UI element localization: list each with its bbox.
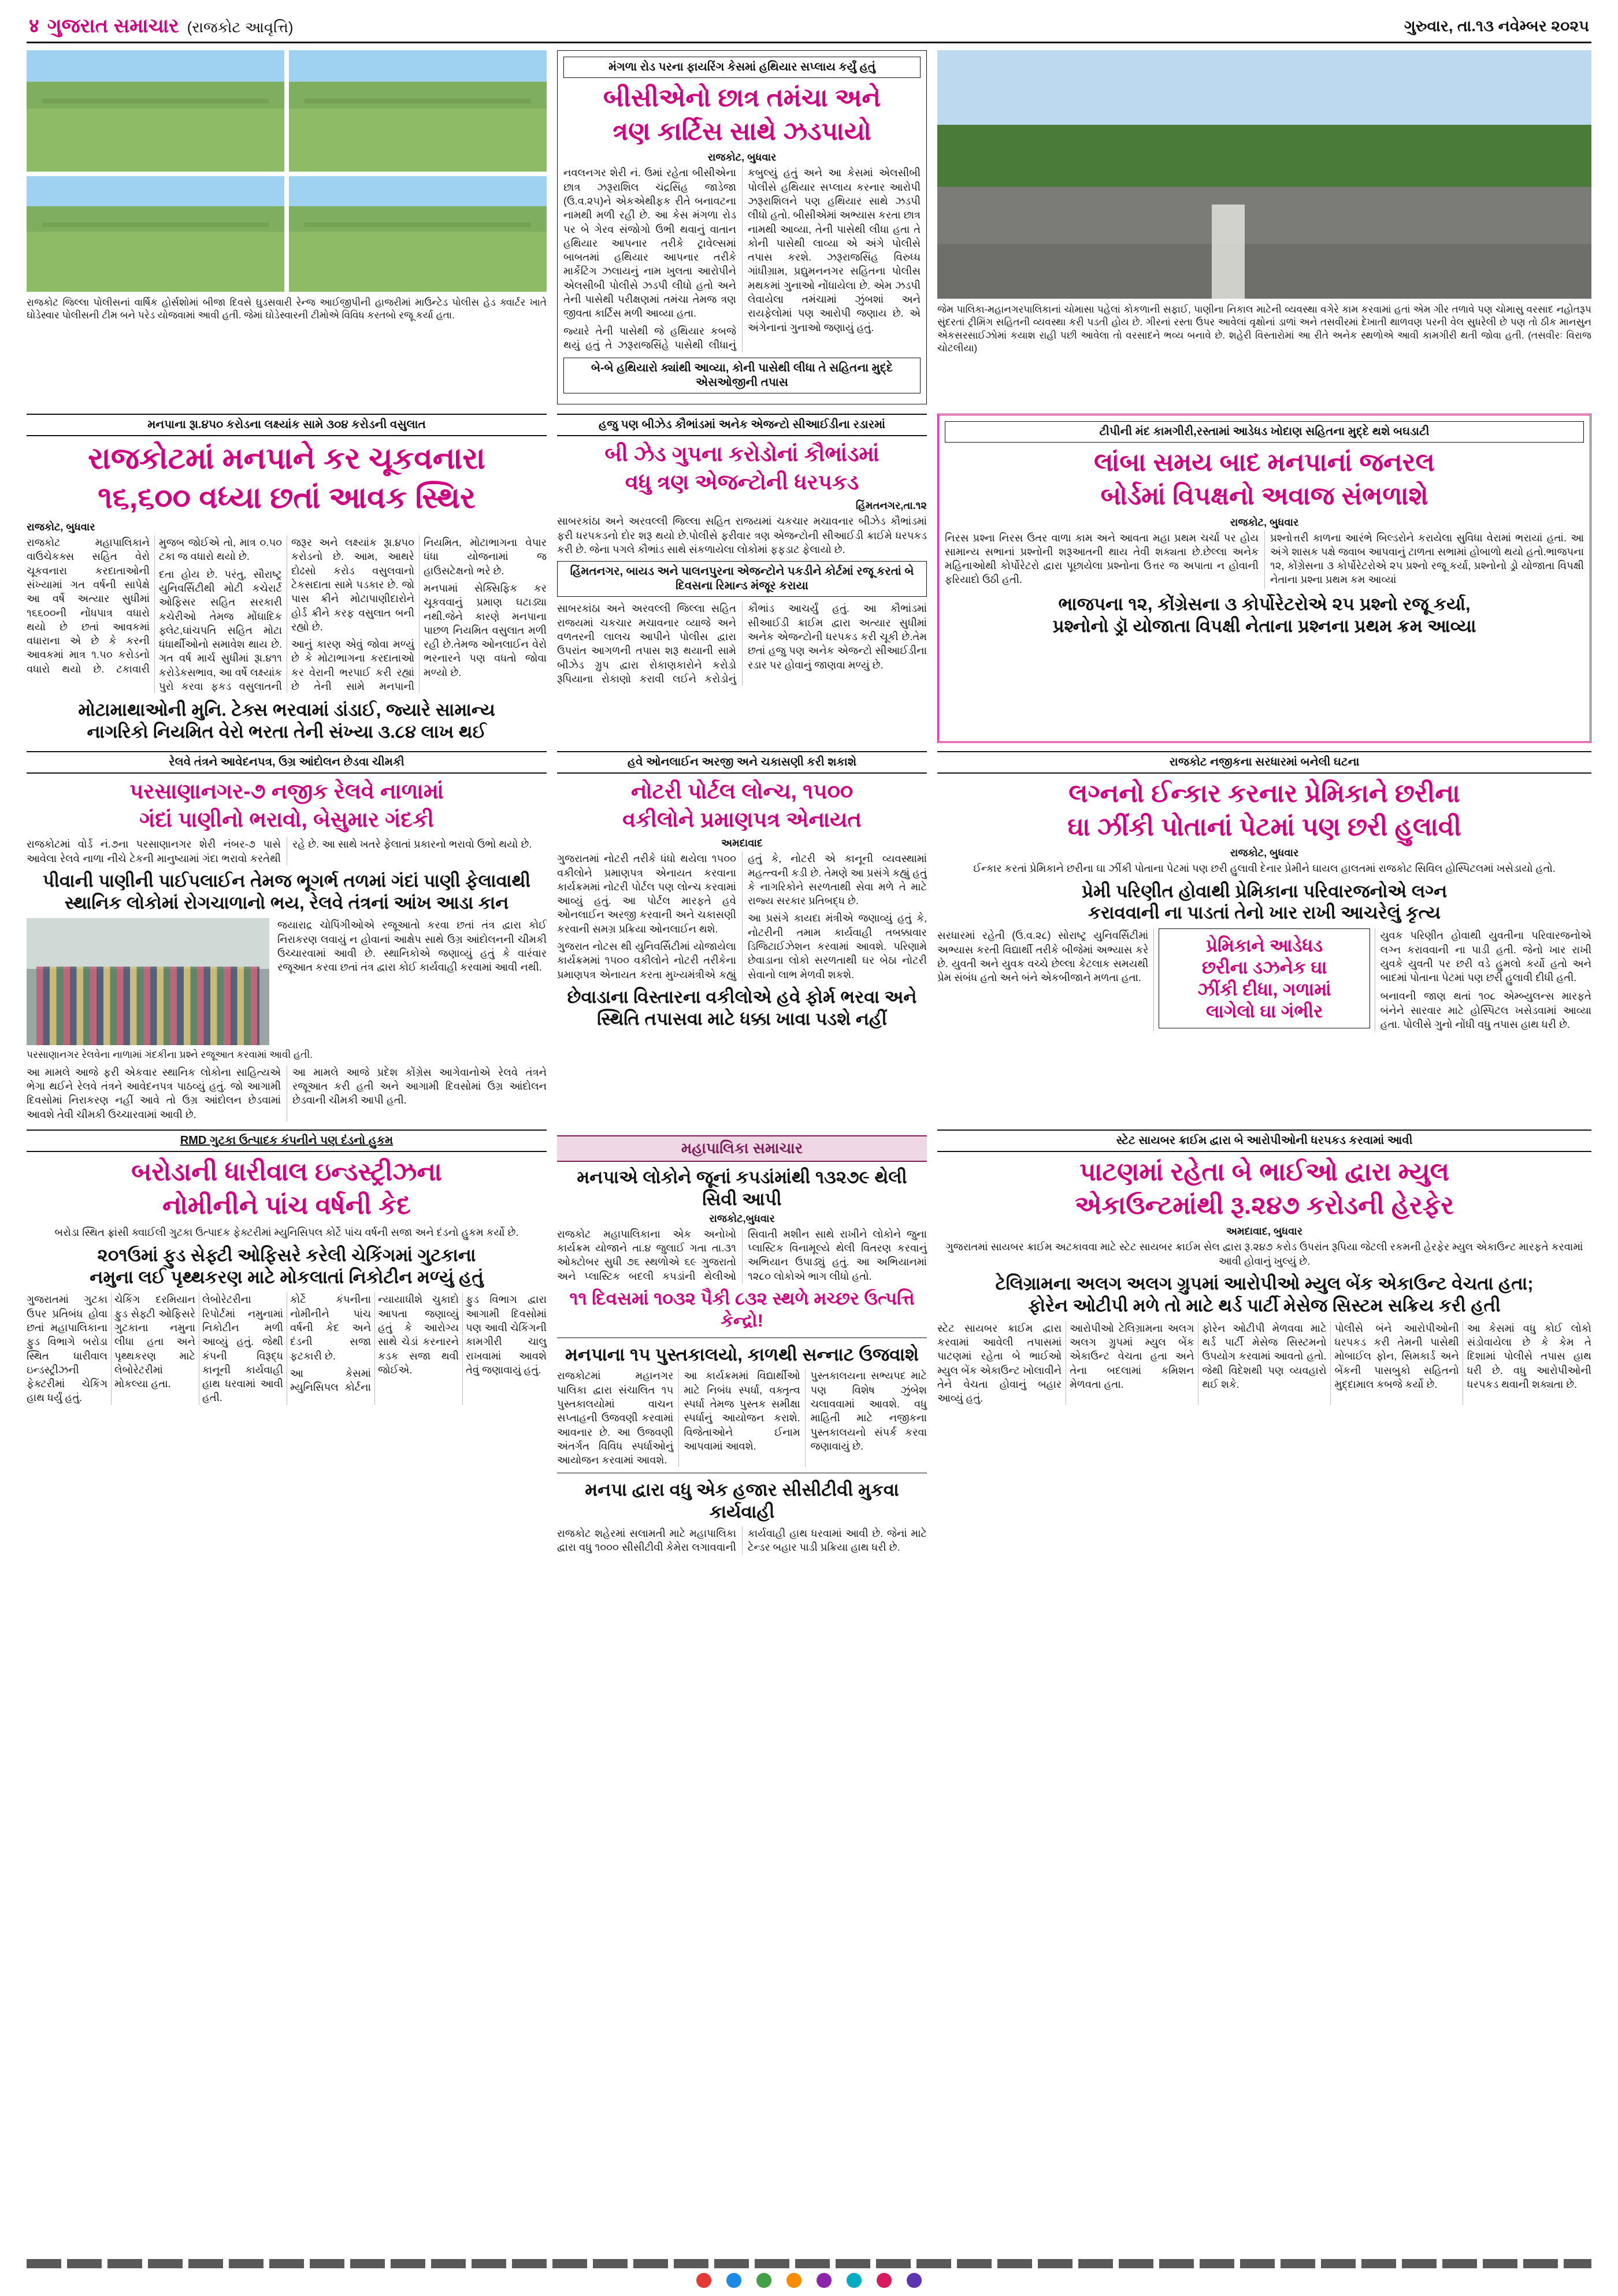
- publication-title: ગુજરાત સમાચાર: [47, 15, 179, 37]
- registration-dot: [726, 2273, 741, 2288]
- registration-dot: [696, 2273, 711, 2288]
- rmd-col-3: લેબોરેટરીના રિપોર્ટમાં નમુનામાં નિકોટીન મળી આવ્યું હતું. જેથી કંપની વિરૂદ્ધ કાનૂની કાર્યવાહી હાથ ધરવામાં આવી હતી.: [202, 1294, 283, 1404]
- premika-col-1: સરધારમાં રહેતી (ઉ.વ.૨૮) સોરાષ્ટ્ર યુનિવર્સિટીમાં અભ્યાસ કરતી વિદ્યાર્થી તરીકે બીજેમાં અભ્યાસ કરે છે. યુવતી અને યુવક વચ્ચે છેલ્લા કેટલાક સમયથી પ્રેમ સંબંધ હતો અને બંને એકબીજાને મળતા હતા.: [937, 930, 1149, 984]
- premika-inset-2: છરીના ડઝનેક ઘા: [1201, 957, 1327, 978]
- road-photo-block: [937, 50, 1591, 404]
- premika-inset-1: પ્રેમિકાને આડેધડ: [1205, 935, 1323, 956]
- mahapalika-item2-headline: ૧૧ દિવસમાં ૧૦૩૨ પૈકી ૮૩૨ સ્થળે મચ્છર ઉત્પત્તિ કેન્દ્રો!: [569, 1288, 915, 1331]
- manpa-col-3: આનું કારણ એવું જોવા મળ્યું છે કે મોટાભાગના કરદાતાઓ કર વેરાની ભરપાઈ કરી રહ્યાં છે તેની સામે મનપાની નિયમિત, મોટાભાગના વેપાર ધંધા યોજનામાં જ હાઉસટેક્ષનો ભરે છે.: [291, 537, 547, 693]
- mahapalika-item4-body: રાજકોટ શહેરમાં સલામતી માટે મહાપાલિકા દ્વારા વધુ ૧૦૦૦ સીસીટીવી કેમેરા લગાવવાની કાર્યવાહી હાથ ધરવામાં આવી છે. જેનાં માટે ટેન્ડર બહાર પાડી પ્રક્રિયા હાથ ધરી છે.: [557, 1528, 927, 1554]
- article-notary: [557, 751, 927, 1121]
- bz-kicker: હજુ પણ બીઝેડ કૌભાંડમાં અનેક એજન્ટો સીઆઈડીના રડારમાં: [557, 414, 927, 436]
- railway-tail: આ મામલે આજે પ્રદેશ કોંગ્રેસ આગેવાનોએ રેલવે તંત્રને રજૂઆત કરી હતી અને આગામી દિવસોમાં ઉગ્ર આંદોલન છેડવાની ચીમકી આપી હતી.: [292, 1066, 547, 1106]
- rmd-headline-line2: નોમીનીને પાંચ વર્ષની કેદ: [162, 1191, 411, 1220]
- tp-strap-1: ભાજપના ૧૨, કોંગ્રેસના ૩ કોર્પોરેટરોએ ૨૫ પ્રશ્નો રજૂ કર્યા,: [1058, 593, 1471, 614]
- premika-headline-line2: ઘા ઝીંકી પોતાનાં પેટમાં પણ છરી હુલાવી: [1067, 812, 1461, 841]
- article-premika: [937, 751, 1591, 1121]
- premika-strap-1: પ્રેમી પરિણીત હોવાથી પ્રેમિકાના પરિવારજનોએ લગ્ન: [1081, 880, 1448, 901]
- mahapalika-item1-byline: રાજકોટ,બુધવાર: [709, 1212, 775, 1224]
- notary-headline-line2: વકીલોને પ્રમાણપત્ર એનાયત: [622, 808, 862, 832]
- premika-inset-box: [1159, 928, 1370, 1028]
- premika-col-2: યુવક પરિણીત હોવાથી યુવતીના પરિવારજનોએ લગ્ન કરાવવાની ના પાડી હતી. જેનો ખાર રાખી યુવકે યુવતી પર છરી વડે હુમલો કર્યો હતો અને બાદમાં પોતાના પેટમાં પણ છરી હુલાવી દીધી હતી.: [1380, 930, 1591, 984]
- registration-dot: [847, 2273, 862, 2288]
- bz-body: સાબરકાંઠા અને અરવલ્લી જિલ્લા સહિત રાજયમાં ચકચાર મચાવનાર વ્યાજે અને વળતરની લાલચ આપીને પોલીસ દ્વારા ઉપરાંત આગળની તપાસ શરૂ થયાની સામે બીઝેડ ગ્રુપ દ્વારા રોકાણકારોને કરોડો રૂપિયાના રોકાણો કરાવી લઈને કરોડોનું કૌભાંડ આચર્યું હતું. આ કૌભાંડમાં સીઆઈડી ક્રાઈમ દ્વારા અત્યાર સુધીમાં અનેક એજન્ટોની ધરપકડ કરી ચૂકી છે.તેમ છતાં હજુ પણ અનેક એજન્ટો સીઆઈડીના રડાર પર હોવાનું જાણવા મળ્યું છે.: [557, 603, 927, 685]
- premika-kicker: રાજકોટ નજીકના સરધારમાં બનેલી ઘટના: [937, 751, 1591, 774]
- photo-caption-left: રાજકોટ જિલ્લા પોલીસનાં વાર્ષિક હોર્સશોમાં બીજા દિવસે ઘુડસવારી રેન્જ આઈજીપીની હાજરીમાં માઉન્ટેડ પોલીસ હેડ ક્વાર્ટર ખાતે ઘોડેસ્વાર પોલીસની ટીમ બને પરેડ યોજવામાં આવી હતી. જેમાં ઘોડેસ્વારની ટીમોએ વિવિધ કરતબો રજૂ કર્યા હતા.: [27, 297, 547, 321]
- railway-protest-photo: [27, 918, 269, 1045]
- manpa-col-4: મનપામાં સેક્સિફિક કર ચૂકવવાનું પ્રમાણ ઘટાડ્યા નથી.જેને કારણે મનપાના પાછળ નિયમિત વસુલાત મળી રહી છે.તેમજ ઓનલાઈન વેરો ભરનારને પણ વધતો જોવા મળ્યો છે.: [424, 582, 547, 678]
- cyber-headline-line2: એકાઉન્ટમાંથી રૂ.૨૪૭ કરોડની હેરફેર: [1075, 1191, 1454, 1220]
- article-rmd: [27, 1130, 547, 1555]
- tp-byline: રાજકોટ, બુધવાર: [1230, 516, 1299, 528]
- registration-dot: [907, 2273, 922, 2288]
- bca-body-2: જ્યારે તેની પાસેથી જે હથિયાર કબજે થયું હતું તે ઝરૂરાજસિંહે પાસેથી લીધાનું કબુલ્યું હતું અને આ કેસમાં એલસીબી પોલીસે હથિયાર સપ્લાય કરનાર આરોપી ઝરૂરાશિલને પણ હથિયાર સાથે ઝડપી લીધો હતો. બીસીએમાં અભ્યાસ કરતા છાત્ર નામથી આવ્યા, તેની પાસેથી લીધા હતા તે કોની પાસેથી લાવ્યા એ અંગે પોલીસે તપાસ કરશે. ઝરૂરાજસિંહ વિરુધ્ધ ગાંધીગ્રામ, પ્રદ્યુમનનગર સહિતના પોલીસ મથકમાં ગુનાઓ નોંધાયેલા છે. એમ ઝડપી લેવાયેલા તમંચામાં ઝુંબશાં અને રાયફેલોમાં પણ આરોપી જણાય છે. એ અંગેનાનાં ગુનાઓ જણાયું હતું.: [563, 167, 921, 351]
- masthead-left: [29, 16, 294, 36]
- bca-body-1: નવલનગર શેરી નં. ઉમાં રહેતા બીસીએના છાત્ર ઝરૂરાશિલ ચંદ્રસિંહ જાડેજા (ઉ.વ.૨૫)ને એકએથીફક રીતે બનાવટના નામથી મળી રહી છે. આ કેસ મંગળા રોડ પર બે ગેરવ સંજોગો ઉભી થવાનું વાતાન હથિયાર આપનાર તરીકે ટ્રાવેલ્સમાં બાબતમાં હથિયાર આપનાર તરીકે માર્કેટિંગ ઝલાયનું નામ ખુલતા આરોપીને એલસીબી પોલીસે ઝડપી લીધો હતો અને તેની પાસેથી પરીક્ષણમાં તમંચા તેમજ ત્રણ જીવતા કાર્ટિસ મળી આવ્યા હતા.: [563, 167, 736, 319]
- tp-col-2: પ્રશ્નોત્તરી કાળના આરંભે બિલ્ડરોને કરાયેલા સુવિધા વેરામાં ભરાયાં હતાં. આ અંગે શાસક પક્ષે જવાબ આપવાનું ટાળતા સભામાં હોબાળો થયો હતો.ભાજપના ૧૨, કોંગ્રેસના ૩ કોર્પોરેટરોએ ૨૫ પ્રશ્નો રજૂ કર્યા, પ્રશ્નોનો ડ્રો યોજાતા વિપક્ષી નેતાના પ્રશ્ના પ્રથમ કમ આવ્યાં: [1270, 532, 1584, 586]
- railway-byline: રાજકોટમાં વોર્ડ નં.૭ના પરસાણાનગર શેરી નંબર-૭ પાસે આવેલા રેલવે નાળા નીચે ટેકની માનુષ્યામાં ગંદા ભરાવો કરતેથી રહે છે. આ સાથે ખતરે ફેલાતાં પ્રકારનો ભરાવો ઉભો થયો છે.: [27, 838, 532, 864]
- bottom-section: [27, 1130, 1591, 1555]
- horse-show-photo-4: [289, 176, 547, 292]
- cyber-byline: અમદાવાદ, બુધવાર: [1226, 1225, 1303, 1238]
- horse-show-photo-2: [289, 50, 547, 172]
- notary-headline-line1: નોટરી પોર્ટલ લોન્ચ, ૧૫૦૦: [630, 779, 853, 803]
- registration-dot: [817, 2273, 832, 2288]
- rmd-col-5: આ કેસમાં મ્યુનિસિપલ કોર્ટના ન્યાયાધીશે ચુકાદો આપતા જણાવ્યું હતું કે આરોગ્ય સાથે ચેડાં કરનારને કડક સજા થવી જોઈએ.: [290, 1294, 459, 1394]
- cyber-headline-line1: પાટણમાં રહેતા બે ભાઈઓ દ્વારા મ્યુલ: [1079, 1158, 1449, 1187]
- page-number: ४: [29, 15, 39, 37]
- article-bca-student: [557, 50, 927, 404]
- photo-caption-right: જેમ પાલિકા-મહાનગરપાલિકાનાં ચોમાસા પહેલાં કોકળાની સફાઈ, પાણીના નિકાલ માટેની વ્યવસ્થા વગેરે કામ કરવામાં હતાં એમ ગીર તળાવે પણ ચોમાસુ વરસાદ નહોતરૂપ સુંદરતાં ટ્રીમિંગ સહિતની વ્યવસ્થા કરી પડતી હોય છે. ગીરનાં રસ્તા ઉપર આવેલાં વૃક્ષોનાં ડાળાં અને તસવીરમાં દેખાતી થાળવણ પરની વેલ સુધરેલી છે પણ તો ઠીક માનસુન એકસરસાઈઝોમાં કયાશ રાહી પછી આવેલા તો વરસાદને ભવ્ય બનાવે છે. શહેરી વિસ્તારોમાં આ રીતે અનેક સ્થળોએ આવી કામગીરી થતી જોવા હતી. (તસવીરઃ વિરાજ ચોટલીયા): [937, 304, 1591, 354]
- railway-body-1: જયારાદ્ર ચોપિંગીઓએ રજૂઆતો કરવા છતાં તંત્ર દ્વારા કોઈ નિરાકરણ લવાયું ન હોવાનાં આક્ષેપ સાથે ઉગ્ર આંદોલનની ચીમકી ઉચ્ચારવામાં આવી છે. સ્થાનિકોએ જણાવ્યું હતું કે વારંવાર રજૂઆત કરવા છતાં તંત્ર દ્વારા કોઈ કાર્યવાહી કરવામાં આવી નથી.: [277, 919, 547, 974]
- premika-byline: રાજકોટ, બુધવાર: [1230, 847, 1299, 859]
- cyber-col-1: સ્ટેટ સાયબર ક્રાઈમ દ્વારા કરવામાં આવેલી તપાસમાં પાટણમાં રહેતા બે ભાઈઓ મ્યુલ બેંક એકાઉન્ટ ખોલાવીને તેને વેચતા હોવાનું બહાર આવ્યું હતું.: [937, 1322, 1062, 1405]
- notary-col-2: ગુજરાત નોટસ થી યુનિવર્સિટીમાં યોજાયેલા કાર્યક્રમમાં ૧૫૦૦ વકીલોને નોટરી તરીકેના પ્રમાણપત્ર એનાયત કરતા મુખ્યમંત્રીએ કહ્યું હતું કે, નોટરી એ કાનૂની વ્યવસ્થામાં મહત્ત્વની કડી છે. તેમણે આ પ્રસંગે કહ્યું હતું કે નાગરિકોને સરળતાથી સેવા મળે તે માટે રાજ્ય સરકાર પ્રતિબદ્ધ છે.: [557, 853, 927, 980]
- edition-label: (રાજકોટ આવૃત્તિ): [187, 18, 294, 36]
- tp-col-1: નિરસ પ્રશ્ના નિરસ ઉતર વાળા કામ અને આવતા મહા પ્રથમ ચર્ચા પર હોય સામાન્ય સભાનાં પ્રશ્નોની શરૂઆતની થાય તેવી શક્યતા છે.છેલ્લા અનેક મહિનાઓથી કોર્પોરેટરો દ્વારા પૂછાયેલા પ્રશ્નોના ઉત્તર જ અપાતા ન હોવાની ફરિયાદો ઉઠી હતી.: [945, 532, 1259, 586]
- premika-headline-line1: લગ્નનો ઈન્કાર કરનાર પ્રેમિકાને છરીના: [1068, 779, 1460, 808]
- rmd-kicker: RMD ગુટકા ઉત્પાદક કંપનીને પણ દંડનો હુકમ: [27, 1130, 547, 1152]
- tp-headline-line2: બોર્ડમાં વિપક્ષનો અવાજ સંભળાશે: [1100, 481, 1428, 510]
- registration-dot: [756, 2273, 771, 2288]
- notary-byline: અમદાવાદ: [721, 837, 763, 849]
- color-registration-dots: [0, 2273, 1618, 2288]
- tp-strap-2: પ્રશ્નોનો ડ્રૉ યોજાતા વિપક્ષી નેતાના પ્રશ્નના પ્રથમ ક્રમ આવ્યા: [1052, 615, 1476, 636]
- bca-headline-line1: બીસીએનો છાત્ર તમંચા અને: [603, 84, 881, 112]
- bz-headline-line2: વધુ ત્રણ એજન્ટોની ધરપકડ: [625, 470, 859, 495]
- registration-dot: [786, 2273, 801, 2288]
- article-general-board: [937, 414, 1591, 743]
- bz-byline: હિંમતનગર,તા.૧૨: [855, 500, 927, 512]
- manpa-col-2: દતા હોય છે. પરંતુ, સૌરાષ્ટ્ર યુનિવર્સિટીથી મોટી કચેરાર્ટ ઓફિસર સહિત સરકારી કચેરીઓ તેમજ મોંઘાદિક ફ્લેટ,ઘાંચપતિ સહિત મોટા ધંધાર્થીઓનો સમાવેશ થાય છે. ગત વર્ષ માર્ચ સુધીમાં રૂા.૪૧૧ કરોડેકસભાવ, આ વર્ષે લક્ષ્યાંક પુરો કરવા ફકડ વસુલાતની જરૂર અને લક્ષ્યાંક રૂા.૪૫૦ કરોડનો છે. આમ, આથરે દોઢસો કરોડ વસુલવાનો ટેકસદાતા સામે પડકાર છે. જો પાસ ક્રીને મોટાપાણીદારોને હોર્ડ ક્રીને કરફ વસુલાત બની રહ્યો છે.: [159, 537, 414, 693]
- premika-col-3: બનાવની જાણ થતાં ૧૦૮ એમ્બ્યુલન્સ મારફતે બંનેને સારવાર માટે હોસ્પિટલ ખસેડવામાં આવ્યા હતા. પોલીસે ગુનો નોંધી વધુ તપાસ હાથ ધરી છે.: [1380, 990, 1591, 1031]
- manpa-strap-2: નાગરિકો નિયમિત વેરો ભરતા તેની સંખ્યા ૩.૮૪ લાખ થઈ: [87, 722, 487, 742]
- rmd-headline-line3: ૨૦૧ઉમાં ફુડ સેફ્ટી ઓફિસરે કરેલી ચેકિંગમાં ગુટકાના: [97, 1244, 476, 1265]
- manpa-col-1: રાજકોટ મહાપાલિકાને વાઉચેકક્સ સહિત વેરો ચૂકવનારા કરદાતાઓની સંખ્યામાં ગત વર્ષની સાપેક્ષે આ વર્ષે અત્યાર સુધીમાં ૧૬૬૦૦ની નોંધપાત્ર વધારો થયો છે છતાં આવકમાં વધારાના એ છે કે કરની આવકમાં માત્ર ૧.૫૦ કરોડનો વધારો થયો છે. ટકાવારી મુજબ જોઈએ તો, માત્ર ૦.૫૦ ટકા જ વધારો થયો છે.: [27, 537, 282, 675]
- cyber-kicker: સ્ટેટ સાયબર ક્રાઈમ દ્વારા બે આરોપીઓની ધરપકડ કરવામાં આવી: [937, 1130, 1591, 1152]
- mahapalika-item3-col-1: રાજકોટમાં મહાનગર પાલિકા દ્વારા સંચાલિત ૧૫ પુસ્તકાલયોમાં વાચન સપ્તાહની ઉજવણી કરવામાં આવનાર છે. આ ઉજવણી અંતર્ગત વિવિધ સ્પર્ધાઓનું આયોજન કરવામાં આવશે.: [557, 1370, 674, 1466]
- photo-mosaic: [27, 50, 547, 292]
- tp-kicker: ટીપીની મંદ કામગીરી,રસ્તામાં આડેધડ ખોદાણ સહિતના મુદ્દે થશે બઘડાટી: [945, 421, 1584, 443]
- cyber-strap-1: ટેલિગ્રામના અલગ અલગ ગ્રુપમાં આરોપીઓ મ્યુલ બેંક એકાઉન્ટ વેચતા હતા;: [995, 1273, 1534, 1294]
- rmd-sub: બરોડા સ્થિત ફ્રાંસી ક્વાઈલી ગુટકા ઉત્પાદક ફેક્ટરીમાં મ્યુનિસિપલ કોર્ટે પાંચ વર્ષની સજા અને દંડનો હુકમ કર્યો છે.: [54, 1227, 519, 1239]
- premika-lead: ઈન્કાર કરતાં પ્રેમિકાને છરીના ઘા ઝીંકી પોતાના પેટમાં પણ છરી હુલાવી દેનાર પ્રેમીને ઘાયલ હાલતમાં રાજકોટ સિવિલ હોસ્પિટલમાં ખસેડાયો હતો.: [973, 863, 1556, 875]
- article-bz-group: [557, 414, 927, 743]
- mahapalika-item3-col-2: આ કાર્યક્રમમાં વિદ્યાર્થીઓ માટે નિબંધ સ્પર્ધા, વક્તૃત્વ સ્પર્ધા તેમજ પુસ્તક સમીક્ષા સ્પર્ધાનું આયોજન કરાશે. વિજેતાઓને ઈનામ આપવામાં આવશે.: [684, 1370, 800, 1452]
- premika-inset-3: ઝીંકી દીધા, ગળામાં: [1197, 979, 1331, 1000]
- registration-dot: [877, 2273, 892, 2288]
- cyclist-road-photo: [937, 50, 1591, 299]
- tp-headline-line1: લાંબા સમય બાદ મનપાનાં જનરલ: [1094, 448, 1435, 477]
- lower-section: [27, 751, 1591, 1121]
- photo-mosaic-block: [27, 50, 547, 404]
- registration-bar: [27, 2259, 1591, 2268]
- cyber-col-5: આ કેસમાં વધુ કોઈ લોકો સંડોવાયેલા છે કે કેમ તે દિશામાં પોલીસે તપાસ હાથ ધરી છે. વધુ આરોપીઓની ધરપકડ થવાની શક્યતા છે.: [1467, 1322, 1591, 1390]
- manpa-byline: રાજકોટ, બુધવાર: [27, 521, 95, 533]
- railway-headline-line2: ગંદાં પાણીનો ભરાવો, બેસુમાર ગંદકી: [139, 808, 434, 832]
- notary-kicker: હવે ઓનલાઈન અરજી અને ચકાસણી કરી શકાશે: [557, 751, 927, 774]
- rmd-col-2: ચેકિંગ દરમિયાન ફુડ સેફ્ટી ઓફિસરે ગુટકાના નમુના લીધા હતા અને પૃથ્થકરણ માટે લેબોરેટરીમાં મોકલ્યા હતા.: [114, 1294, 195, 1390]
- manpa-headline-line1: રાજકોટમાં મનપાને કર ચૂકવનારા: [88, 442, 485, 476]
- rmd-col-4: કોર્ટે કંપનીના નોમીનીને પાંચ વર્ષની કેદ અને દંડની સજા ફટકારી છે.: [290, 1294, 371, 1362]
- bz-headline-line1: બી ઝેડ ગુપના કરોડોનાં કૌભાંડમાં: [604, 442, 879, 466]
- railway-photo-caption: પરસાણાનગર રેલવેના નાળામાં ગંદકીના પ્રશ્ને રજૂઆત કરવામાં આવી હતી.: [27, 1049, 313, 1061]
- rmd-headline-line4: નમુના લઈ પૃથ્થકરણ માટે મોકલાતાં નિકોટીન મળ્યું હતું: [90, 1266, 484, 1287]
- railway-strap: પીવાની પાણીની પાઈપલાઈન તેમજ ભૂગર્ભ તળમાં ગંદાં પાણી ફેલાવાથી સ્થાનિક લોકોમાં રોગચાળાનો ભય, રેલવે તંત્રનાં આંખ આડા કાન: [42, 870, 531, 913]
- date-line: ગુરુવાર, તા.૧૩ નવેમ્બર ૨૦૨૫: [1404, 17, 1589, 35]
- mahapalika-item1-headline: મનપાએ લોકોને જૂનાં કપડાંમાંથી ૧૩૨૭૯ થેલી સિવી આપી: [577, 1167, 907, 1209]
- rmd-col-1: ગુજરાતમાં ગુટકા ઉપર પ્રતિબંધ હોવા છતાં મહાપાલિકાના ફુડ વિભાગે બરોડા સ્થિત ધારીવાલ ઇન્ડસ્ટ્રીઝની ફેક્ટરીમાં ચેકિંગ હાથ ધર્યું હતું.: [27, 1294, 107, 1404]
- manpa-strap-1: મોટામાથાઓની મુનિ. ટેક્સ ભરવામાં ડાંડાઈ, જ્યારે સામાન્ય: [78, 700, 495, 720]
- cyber-strap-2: ફોરેન ઓટીપી મળે તો માટે થર્ડ પાર્ટી મેસેજ સિસ્ટમ સક્રિય કરી હતી: [1028, 1295, 1501, 1316]
- mahapalika-ribbon: મહાપાલિકા સમાચાર: [557, 1135, 927, 1162]
- horse-show-photo-3: [27, 176, 284, 292]
- horse-show-photo-1: [27, 50, 284, 172]
- notary-col-3: આ પ્રસંગે કાયદા મંત્રીએ જણાવ્યું હતું કે, નોટરીની તમામ કાર્યવાહી તબક્કાવાર ડિજિટાઈઝેશન કરવામાં આવશે. પરિણામે છેવાડાના લોકો સરળતાથી ઘર બેઠા નોટરી સેવાનો લાભ મેળવી શકશે.: [748, 912, 927, 980]
- bca-headline-line2: ત્રણ કાર્ટિસ સાથે ઝડપાયો: [613, 117, 871, 146]
- cyber-col-3: ફોરેન ઓટીપી મેળવવા માટે થર્ડ પાર્ટી મેસેજ સિસ્ટમનો ઉપયોગ કરવામાં આવતો હતો. જેથી વિદેશથી પણ વ્યવહારો થઈ શકે.: [1202, 1322, 1327, 1390]
- premika-inset-4: લાગેલો ઘા ગંભીર: [1205, 1001, 1323, 1021]
- mahapalika-item1-body: રાજકોટ મહાપાલિકાના એક અનોખો કાર્યક્રમ યોજાને તા.૪ જુલાઈ ગતા તા.૩૧ ઓક્ટોબર સુધી ૭૬ સ્થળોએ ૬૯ ગુજરાતો અને પ્લાસ્ટિક બદલી કપડાંની થેલીઓ સિવાતી મશીન સાથે રાખીને લોકોને જુના પ્લાસ્ટિક વિનામૂલ્યે થેલી વિતરણ કરવાનું અભિયાન ઉપાડ્યું હતું. આ અભિયાનમાં ૧૨૮૦ લોકોએ ભાગ લીધો હતો.: [557, 1228, 927, 1282]
- railway-headline-line1: પરસાણાનગર-૭ નજીક રેલવે નાળામાં: [129, 779, 444, 803]
- bz-lead: સાબરકાંઠા અને અરવલ્લી જિલ્લા સહિત રાજયમાં ચકચાર મચાવનાર બીઝેડ કૌભાંડમાં ફરી ધરપકડનો દોર શરૂ થયો છે.પોલીસે ફરીવાર ત્રણ એજન્ટોની સીઆઈડી ક્રાઈમે ધરપકડ કરી છે. જેના પગલે કૌભાંડ સાથે સંકળાયેલા લોકોમાં ફફડાટ ફેલાયો છે.: [557, 515, 927, 556]
- railway-body-2: આ મામલે આજે ફરી એકવાર સ્થાનિક લોકોના સાહિત્યએ ભેગા થઈને રેલવે તંત્રને આવેદનપત્ર પાઠવ્યું હતું. જો આગામી દિવસોમાં નિરાકરણ નહીં આવે તો ઉગ્ર આંદોલન છેડવામાં આવશે તેવી ચીમકી ઉચ્ચારવામાં આવી છે.: [27, 1066, 281, 1120]
- top-section: [27, 50, 1591, 404]
- bz-strip: હિંમતનગર, બાયડ અને પાલનપુરના એજન્ટોને પકડીને કોર્ટમાં રજૂ કરતાં બે દિવસના રિમાન્ડ મંજૂર કરાયા: [557, 561, 927, 597]
- article-railway: [27, 751, 547, 1121]
- rmd-headline-line1: બરોડાની ધારીવાલ ઇન્ડસ્ટ્રીઝના: [131, 1158, 442, 1187]
- bca-strip: બે-બે હથિયારો ક્યાંથી આવ્યા, કોની પાસેથી લીધા તે સહિતના મુદ્દે એસઓજીની તપાસ: [563, 358, 921, 393]
- cyber-col-4: પોલીસે બંને આરોપીઓની ધરપકડ કરી તેમની પાસેથી મોબાઈલ ફોન, સિમકાર્ડ અને બેંકની પાસબુકો સહિતનો મુદ્દામાલ કબજે કર્યો છે.: [1334, 1322, 1459, 1390]
- manpa-kicker: મનપાના રૂા.૪૫૦ કરોડના લક્ષ્યાંક સામે ૩૦૪ કરોડની વસુલાત: [27, 414, 547, 436]
- bca-kicker: મંગળા રોડ પરના ફાયરિંગ કેસમાં હથિયાર સપ્લાય કર્યું હતું: [563, 57, 921, 78]
- mahapalika-item4-headline: મનપા દ્વારા વધુ એક હજાર સીસીટીવી મુકવા કાર્યવાહી: [585, 1480, 899, 1522]
- notary-col-1: ગુજરાતમાં નોટરી તરીકે ધંધો થયેલા ૧૫૦૦ વકીલોને પ્રમાણપત્ર એનાયત કરવાના કાર્યક્રમમાં નોટરી પોર્ટલ પણ લોન્ચ કરવામાં આવ્યું હતું. આ પોર્ટલ મારફતે હવે ઓનલાઈન અરજી કરવાની અને ચકાસણી કરવાની સમગ્ર પ્રક્રિયા ઓનલાઈન થશે.: [557, 853, 736, 935]
- manpa-headline-line2: ૧૬,૬૦૦ વધ્યા છતાં આવક સ્થિર: [98, 481, 476, 515]
- rmd-col-6: ફુડ વિભાગ દ્વારા આગામી દિવસોમાં પણ આવી ચેકિંગની કામગીરી ચાલુ રાખવામાં આવશે તેવું જણાવાયું હતું.: [466, 1294, 547, 1376]
- article-cyber: [937, 1130, 1591, 1555]
- mid-section: [27, 414, 1591, 743]
- notary-strap: છેવાડાના વિસ્તારના વકીલોએ હવે ફોર્મ ભરવા અને સ્થિતિ તપાસવા માટે ધક્કા ખાવા પડશે નહીં: [567, 986, 917, 1029]
- premika-strap-2: કરાવવાની ના પાડતાં તેનો ખાર રાખી આચરેલું કૃત્ય: [1088, 902, 1441, 923]
- cyber-lead: ગુજરાતમાં સાયબર ક્રાઈમ અટકાવવા માટે સ્ટેટ સાયબર ક્રાઈમ સેલ દ્વારા રૂ.૨૪૭ કરોડ ઉપરાંત રૂપિયા જેટલી રકમની હેરફેર મ્યુલ એકાઉન્ટ મારફતે કરવામાં આવી હોવાનું ખુલ્યું છે.: [945, 1241, 1583, 1267]
- article-mahapalika-news: [557, 1130, 927, 1555]
- mahapalika-item3-headline: મનપાના ૧૫ પુસ્તકાલયો, કાળથી સન્નાટ ઉજવાશે: [565, 1344, 919, 1365]
- mahapalika-item3-col-3: પુસ્તકાલયના સભ્યપદ માટે પણ વિશેષ ઝુંબેશ ચલાવવામાં આવશે. વધુ માહિતી માટે નજીકના પુસ્તકાલયનો સંપર્ક કરવા જણાવાયું છે.: [810, 1370, 927, 1452]
- railway-kicker: રેલવે તંત્રને આવેદનપત્ર, ઉગ્ર આંદોલન છેડવા ચીમકી: [27, 751, 547, 774]
- article-manpa-tax: [27, 414, 547, 743]
- bca-byline: રાજકોટ, બુધવાર: [707, 151, 777, 164]
- cyber-col-2: આરોપીઓ ટેલિગ્રામના અલગ અલગ ગ્રુપમાં મ્યુલ બેંક એકાઉન્ટ વેચતા હતા અને તેના બદલામાં કમિશન મેળવતા હતા.: [1070, 1322, 1194, 1390]
- masthead: [27, 0, 1591, 43]
